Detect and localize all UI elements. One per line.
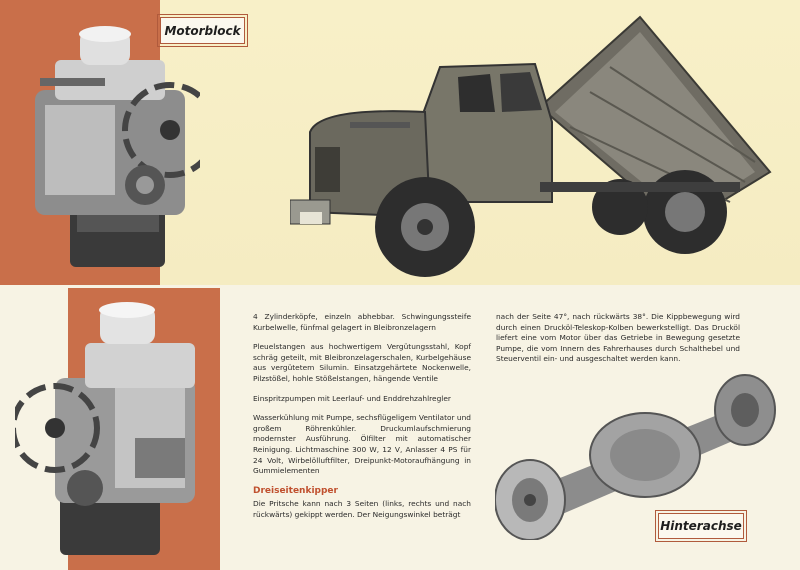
paragraph-cooling: Wasserkühlung mit Pumpe, sechsflügeligem Ventilator und großem Röhrenkühler. Druckumlaufschmierung modernster Ausführung. Ölfilter mit automatischer Reinigung. Lichtmaschine 300 W, 12 V, Anlasser 4 PS für 24 Volt, Wirbelölluftfilter, Dreipunkt-Motoraufhängung in Gummielementen	[253, 413, 471, 476]
engine-photo-bottom	[15, 298, 210, 560]
text-column-left	[253, 312, 471, 530]
engine-photo-top	[15, 20, 200, 275]
paragraph-tipping-mechanism: nach der Seite 47°, nach rückwärts 38°. Die Kippbewegung wird durch einen Drucköl-Teleskop-Kolben bewerkstelligt. Das Drucköl liefert eine vom Motor über das Getriebe in Bewegung gesetzte Pumpe, die vom Innern des Fahrerhauses durch Schalthebel und Steuerventil ein- und ausgeschaltet werden kann.	[496, 312, 740, 364]
hinterachse-label-text: Hinterachse	[660, 519, 742, 533]
tipper-truck-photo	[290, 12, 785, 284]
motorblock-label-text: Motorblock	[164, 23, 241, 38]
hinterachse-label	[658, 513, 744, 539]
paragraph-injection-pumps: Einspritzpumpen mit Leerlauf- und Enddrehzahlregler	[253, 393, 451, 403]
text-column-right	[496, 312, 740, 374]
paragraph-cylinder-heads: 4 Zylinderköpfe, einzeln abhebbar. Schwingungssteife Kurbelwelle, fünfmal gelagert in Bleibronzelagern	[253, 312, 471, 332]
paragraph-tipper: Die Pritsche kann nach 3 Seiten (links, rechts und nach rückwärts) gekippt werden. Der Neigungswinkel beträgt	[253, 499, 471, 519]
motorblock-label	[160, 17, 245, 44]
paragraph-connecting-rods: Pleuelstangen aus hochwertigem Vergütungsstahl, Kopf schräg geteilt, mit Bleibronzelagerschalen, Kurbelgehäuse aus vergütetem Silumin. Einsatzgehärtete Nockenwelle, Pilzstößel, hohle Stößelstangen, hängende Ventile	[253, 342, 471, 383]
section-heading-dreiseitenkipper: Dreiseitenkipper	[253, 485, 338, 496]
